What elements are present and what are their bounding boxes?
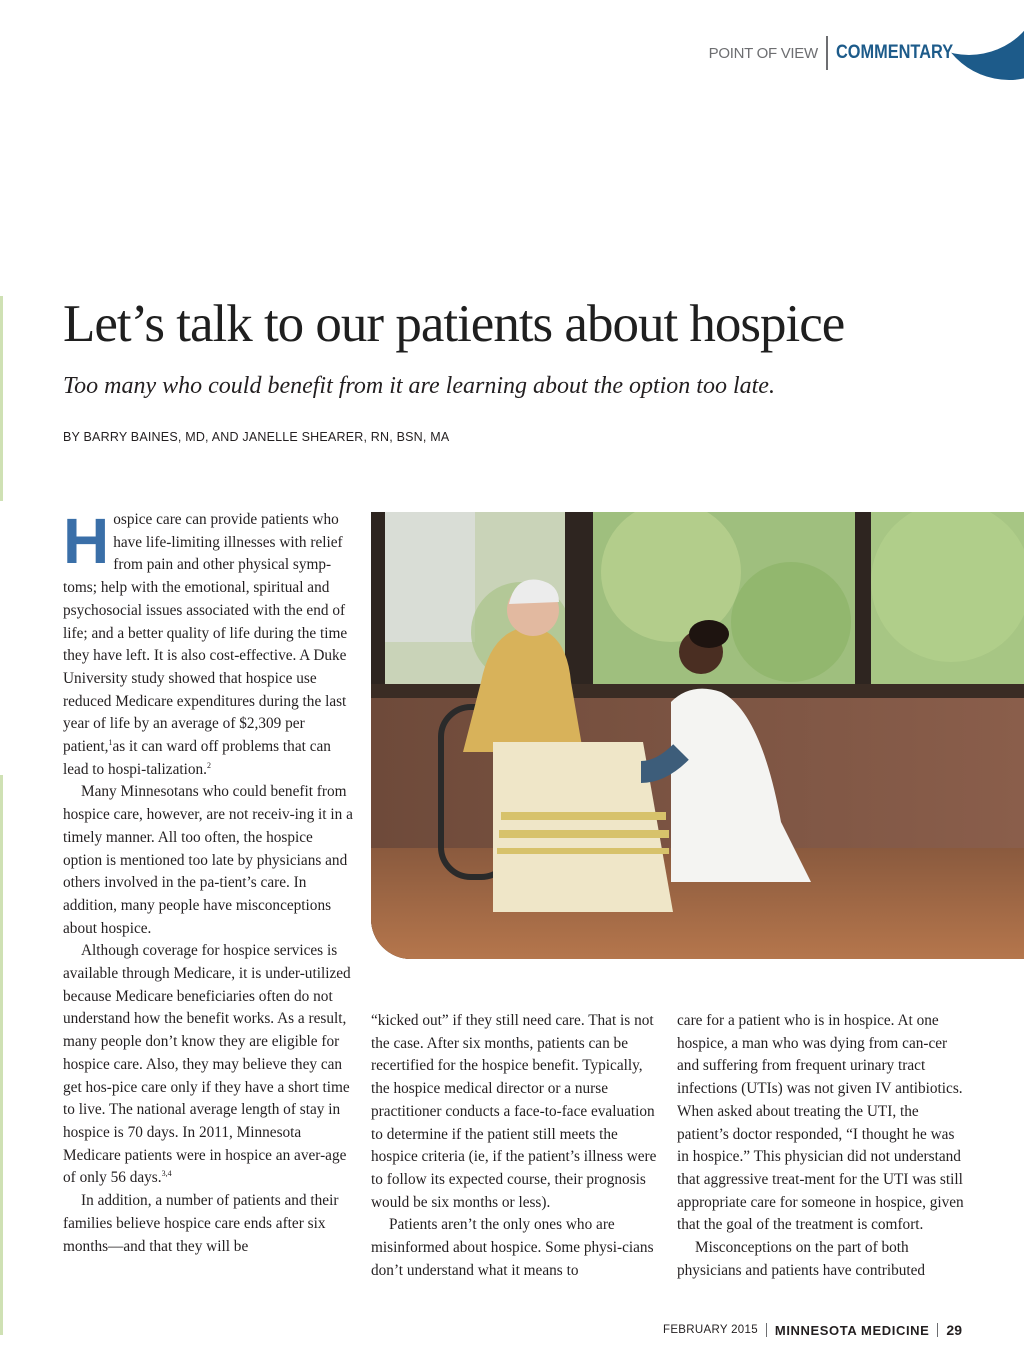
article-byline: BY BARRY BAINES, MD, AND JANELLE SHEARER, RN, BSN, MA [63, 430, 450, 444]
margin-rule-lower [0, 775, 3, 1335]
section-divider [826, 36, 828, 70]
page-number: 29 [946, 1322, 962, 1338]
text-run: as it can ward off problems that can lead to hospi-talization. [63, 738, 331, 778]
paragraph [63, 505, 355, 781]
footer-divider [937, 1323, 938, 1337]
section-header [709, 36, 960, 70]
paragraph: “kicked out” if they still need care. That is not the case. After six months, patients can be recertified for the hospice benefit. Typically, the hospice medical director or a nurse practitioner conducts a face-to-face evaluation to determine if the patient still meets the hospice criteria (ie, if the patient’s illness were to follow its expected course, their prognosis would be six months or less). [371, 1012, 657, 1211]
publication-name: MINNESOTA MEDICINE [774, 1322, 930, 1338]
paragraph: Misconceptions on the part of both physicians and patients have contributed [677, 1239, 926, 1279]
issue-date: FEBRUARY 2015 [663, 1324, 758, 1336]
paragraph: Many Minnesotans who could benefit from hospice care, however, are not receiv-ing it in a timely manner. All too often, the hospice option is mentioned too late by physicians and others involved in the pa-tient’s care. In addition, many people have misconceptions about hospice. [63, 783, 353, 937]
paragraph [63, 940, 355, 1190]
paragraph: Patients aren’t the only ones who are misinformed about hospice. Some physi-cians don’t understand what it means to [371, 1216, 654, 1279]
paragraph: In addition, a number of patients and their families believe hospice care ends after six months—and that they will be [63, 1192, 339, 1255]
footer-divider [766, 1323, 767, 1337]
reference-mark: 3,4 [161, 1169, 172, 1179]
section-name: COMMENTARY [835, 42, 953, 63]
text-run: Although coverage for hospice services is available through Medicare, it is under-utilized because Medicare beneficiaries often do not understand how the benefit works. As a result, many people don’t know they are eligible for hospice care. Also, they may believe they can get hos-pice care only if they have a short time to live. The national average length of stay in hospice is 70 days. In 2011, Minnesota Medicare patients were in hospice an aver-age of only 56 days. [63, 942, 351, 1187]
article-photo [371, 512, 1024, 959]
paragraph: care for a patient who is in hospice. At one hospice, a man who was dying from can-cer and suffering from frequent urinary tract infections (UTIs) was not given IV antibiotics. When asked about treating the UTI, the patient’s doctor responded, “I thought he was in hospice.” This physician did not understand that aggressive treat-ment for the UTI was still appropriate care for someone in hospice, given that the goal of the treatment is comfort. [677, 1012, 964, 1234]
text-run: ospice care can provide patients who have life-limiting illnesses with relief from pain and other physical symp-toms; help with the emotional, spiritual and psychosocial issues associated with the end of life; and a better quality of life during the time they have left. It is also cost-effective. A Duke University study showed that hospice use reduced Medicare expenditures during the last year of life by an average of $2,309 per patient, [63, 511, 348, 756]
reference-mark: 2 [207, 760, 212, 770]
article-deck: Too many who could benefit from it are learning about the option too late. [63, 373, 775, 399]
drop-cap: H [63, 505, 110, 577]
page-footer [663, 1322, 962, 1338]
margin-rule-upper [0, 296, 3, 501]
article-title: Let’s talk to our patients about hospice [63, 295, 845, 353]
column-2 [371, 1010, 663, 1282]
column-1 [63, 505, 355, 1258]
column-3 [677, 1010, 969, 1282]
section-kicker: POINT OF VIEW [708, 44, 818, 62]
reference-mark: 1 [108, 737, 113, 747]
